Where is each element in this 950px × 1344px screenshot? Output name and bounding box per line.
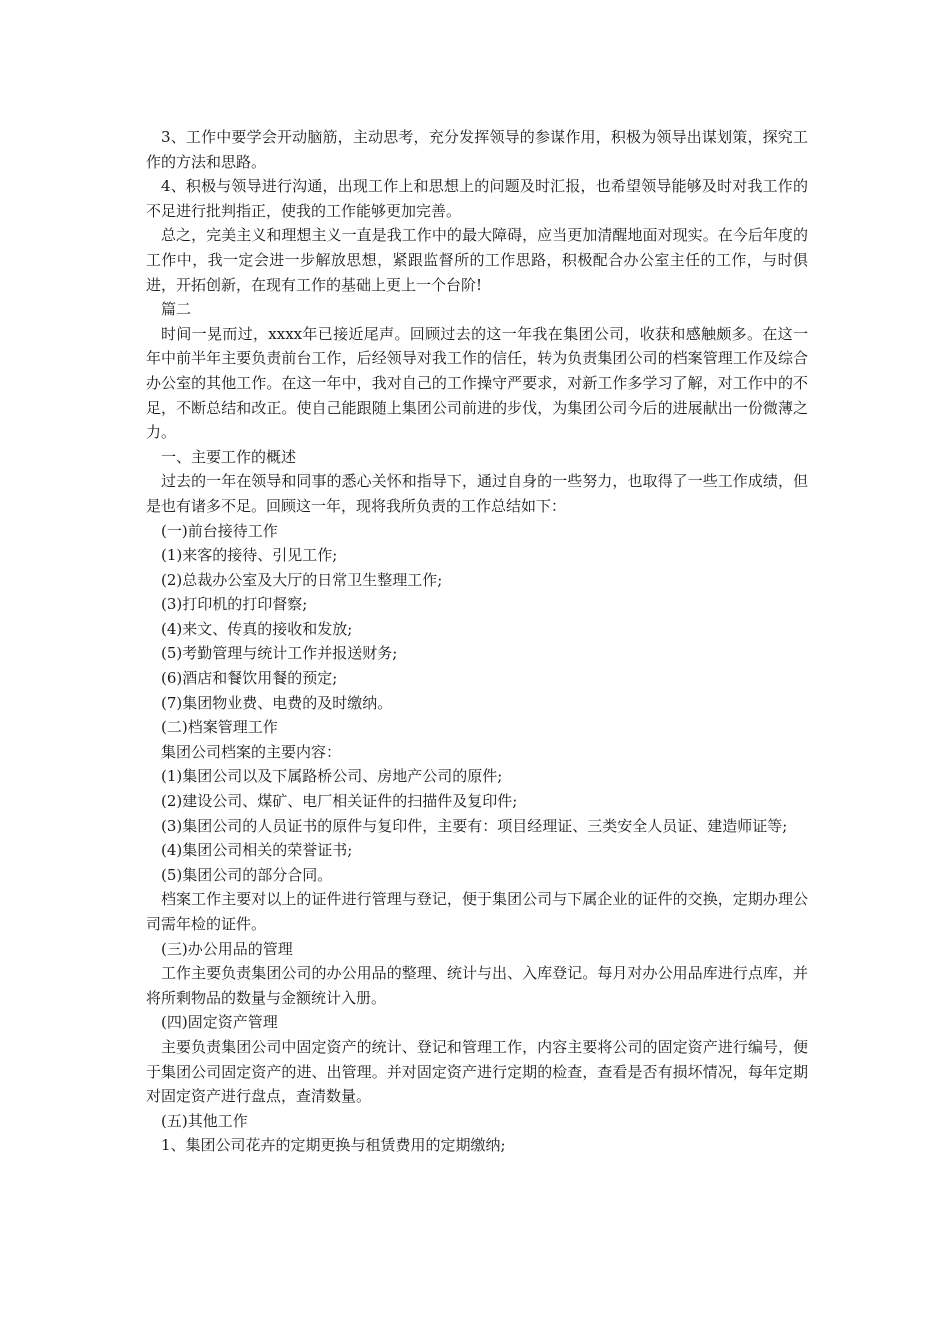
section-heading: 一、主要工作的概述 bbox=[161, 447, 297, 466]
list-item: (4)来文、传真的接收和发放; bbox=[161, 619, 353, 638]
subsection-heading: (四)固定资产管理 bbox=[161, 1013, 278, 1032]
subsection-heading: (三)办公用品的管理 bbox=[161, 939, 293, 958]
list-item: (2)总裁办公室及大厅的日常卫生整理工作; bbox=[161, 570, 443, 589]
paragraph: 主要负责集团公司中固定资产的统计、登记和管理工作，内容主要将公司的固定资产进行编号，便于集团公司固定资产的进、出管理。并对固定资产进行定期的检查，查看是否有损坏情况，每年定期对固定资产进行盘点，查清数量。 bbox=[146, 1037, 808, 1106]
document-page bbox=[146, 125, 808, 1158]
list-item: (3)打印机的打印督察; bbox=[161, 595, 308, 614]
list-item: (3)集团公司的人员证书的原件与复印件，主要有：项目经理证、三类安全人员证、建造师证等; bbox=[161, 816, 788, 835]
subsection-heading: (一)前台接待工作 bbox=[161, 521, 278, 540]
paragraph: 工作主要负责集团公司的办公用品的整理、统计与出、入库登记。每月对办公用品库进行点库，并将所剩物品的数量与金额统计入册。 bbox=[146, 964, 808, 1007]
paragraph: 档案工作主要对以上的证件进行管理与登记，便于集团公司与下属企业的证件的交换，定期办理公司需年检的证件。 bbox=[146, 890, 808, 933]
list-item: (6)酒店和餐饮用餐的预定; bbox=[161, 669, 338, 688]
paragraph: 总之，完美主义和理想主义一直是我工作中的最大障碍，应当更加清醒地面对现实。在今后年度的工作中，我一定会进一步解放思想，紧跟监督所的工作思路，积极配合办公室主任的工作，与时俱进，开拓创新，在现有工作的基础上更上一个台阶! bbox=[146, 226, 808, 294]
list-item: (1)来客的接待、引见工作; bbox=[161, 546, 338, 565]
list-item: (5)集团公司的部分合同。 bbox=[161, 865, 333, 884]
list-item: (1)集团公司以及下属路桥公司、房地产公司的原件; bbox=[161, 767, 503, 786]
paragraph: 3、工作中要学会开动脑筋，主动思考，充分发挥领导的参谋作用，积极为领导出谋划策，探究工作的方法和思路。 bbox=[146, 128, 808, 171]
section-heading: 篇二 bbox=[161, 300, 192, 319]
paragraph: 集团公司档案的主要内容： bbox=[161, 742, 342, 761]
list-item: (4)集团公司相关的荣誉证书; bbox=[161, 841, 353, 860]
list-item: (5)考勤管理与统计工作并报送财务; bbox=[161, 644, 398, 663]
subsection-heading: (二)档案管理工作 bbox=[161, 718, 278, 737]
list-item: (2)建设公司、煤矿、电厂相关证件的扫描件及复印件; bbox=[161, 792, 518, 811]
paragraph: 时间一晃而过，xxxx年已接近尾声。回顾过去的这一年我在集团公司，收获和感触颇多。在这一年中前半年主要负责前台工作，后经领导对我工作的信任，转为负责集团公司的档案管理工作及综合办公室的其他工作。在这一年中，我对自己的工作操守严要求，对新工作多学习了解，对工作中的不足，不断总结和改正。使自己能跟随上集团公司前进的步伐，为集团公司今后的进展献出一份微薄之力。 bbox=[146, 324, 808, 442]
list-item: (7)集团物业费、电费的及时缴纳。 bbox=[161, 693, 393, 712]
list-item: 1、集团公司花卉的定期更换与租赁费用的定期缴纳; bbox=[161, 1136, 506, 1155]
paragraph: 4、积极与领导进行沟通，出现工作上和思想上的问题及时汇报，也希望领导能够及时对我工作的不足进行批判指正，使我的工作能够更加完善。 bbox=[146, 177, 808, 220]
paragraph: 过去的一年在领导和同事的悉心关怀和指导下，通过自身的一些努力，也取得了一些工作成绩，但是也有诸多不足。回顾这一年，现将我所负责的工作总结如下： bbox=[146, 472, 808, 515]
subsection-heading: (五)其他工作 bbox=[161, 1111, 248, 1130]
